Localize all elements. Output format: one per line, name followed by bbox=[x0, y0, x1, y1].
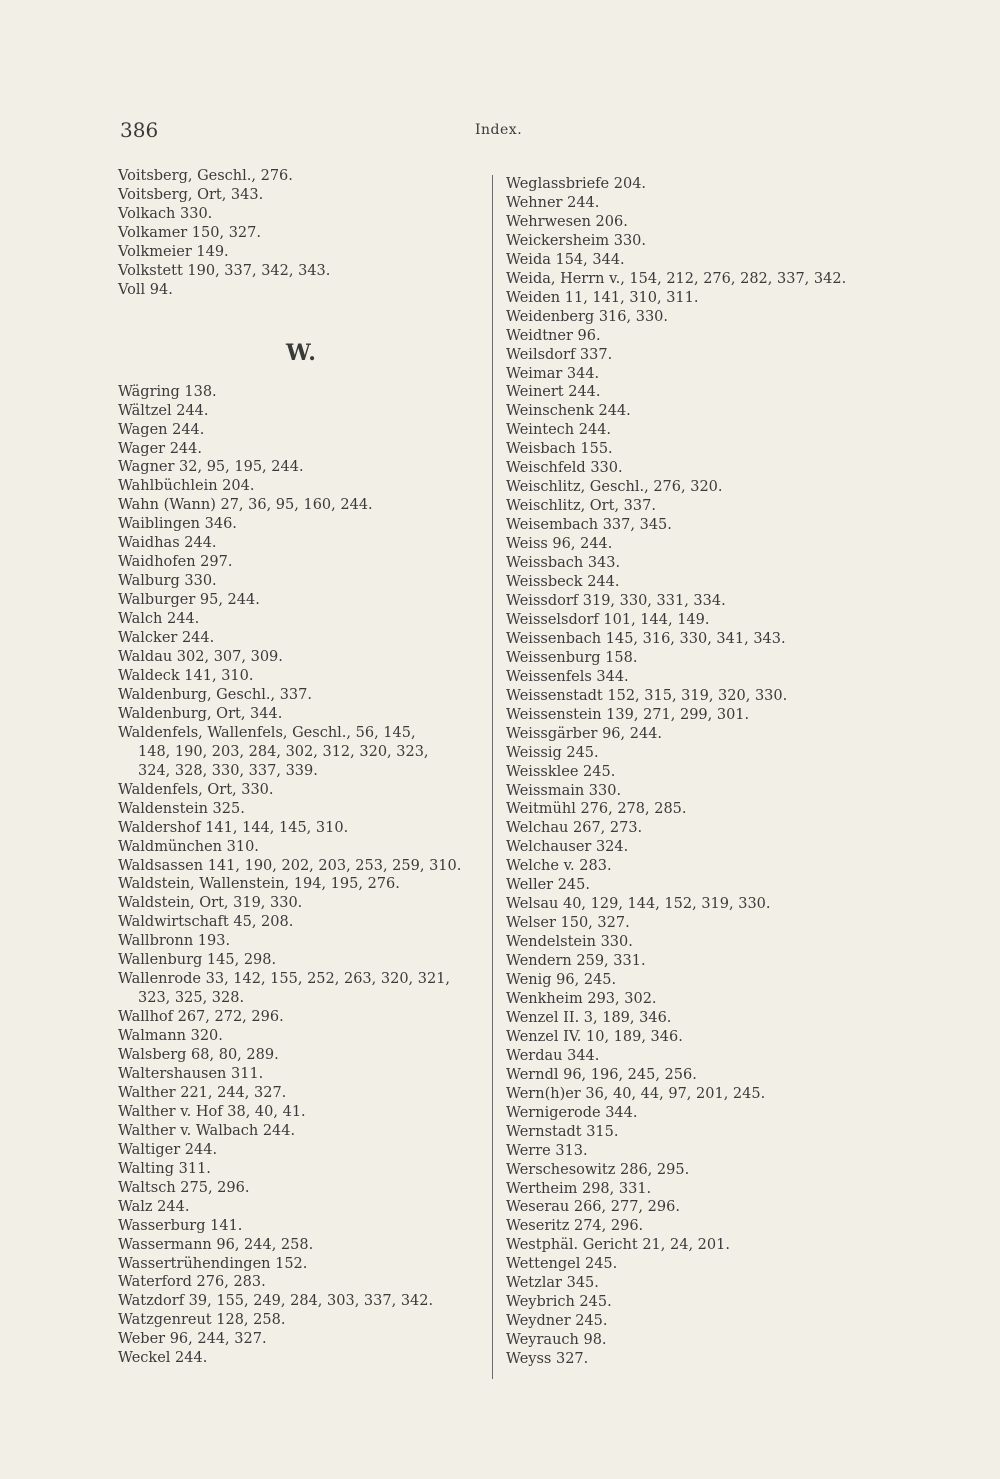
index-entry: Wernigerode 344. bbox=[506, 1104, 638, 1121]
index-entry: 148, 190, 203, 284, 302, 312, 320, 323, bbox=[138, 743, 429, 760]
index-entry: Volkmeier 149. bbox=[118, 243, 229, 260]
index-entry: Weissenburg 158. bbox=[506, 649, 638, 666]
index-entry: Waldstein, Ort, 319, 330. bbox=[118, 895, 303, 912]
index-entry: Waltsch 275, 296. bbox=[118, 1179, 250, 1196]
index-entry: Wenig 96, 245. bbox=[506, 972, 617, 989]
index-entry: Weissenbach 145, 316, 330, 341, 343. bbox=[506, 630, 786, 647]
index-entry: Wehrwesen 206. bbox=[506, 213, 628, 230]
index-entry: Wagner 32, 95, 195, 244. bbox=[118, 459, 304, 476]
index-entry: Weissbeck 244. bbox=[506, 574, 620, 591]
index-entry: Weissgärber 96, 244. bbox=[506, 725, 663, 742]
index-entry: Waldstein, Wallenstein, 194, 195, 276. bbox=[118, 876, 400, 893]
index-entry: Walting 311. bbox=[118, 1160, 211, 1177]
index-entry: Wassertrühendingen 152. bbox=[118, 1255, 308, 1272]
index-entry: Weischfeld 330. bbox=[506, 460, 623, 477]
index-entry: Weissdorf 319, 330, 331, 334. bbox=[506, 592, 726, 609]
index-entry: Wagen 244. bbox=[118, 421, 205, 438]
index-entry: Walmann 320. bbox=[118, 1028, 223, 1045]
index-entry: Walch 244. bbox=[118, 611, 200, 628]
index-entry: Wallbronn 193. bbox=[118, 933, 231, 950]
index-entry: Weissig 245. bbox=[506, 744, 599, 761]
index-entry: Weischlitz, Ort, 337. bbox=[506, 498, 656, 515]
index-entry: Volkach 330. bbox=[118, 205, 213, 222]
index-entry: Weilsdorf 337. bbox=[506, 346, 613, 363]
index-entry: Wernstadt 315. bbox=[506, 1123, 619, 1140]
index-entry: Watzgenreut 128, 258. bbox=[118, 1312, 286, 1329]
index-entry: Volkstett 190, 337, 342, 343. bbox=[118, 262, 331, 279]
index-entry: Weischlitz, Geschl., 276, 320. bbox=[506, 479, 723, 496]
index-entry: 323, 325, 328. bbox=[138, 990, 245, 1007]
index-entry: Weinert 244. bbox=[506, 384, 601, 401]
running-title: Index. bbox=[475, 122, 523, 138]
section-letter: W. bbox=[286, 339, 317, 366]
index-entry: Walther 221, 244, 327. bbox=[118, 1084, 287, 1101]
index-entry: Walburg 330. bbox=[118, 573, 217, 590]
index-entry: Waldsassen 141, 190, 202, 203, 253, 259, 310. bbox=[118, 857, 462, 874]
index-entry: Watzdorf 39, 155, 249, 284, 303, 337, 342. bbox=[118, 1293, 434, 1310]
index-entry: Weissenstadt 152, 315, 319, 320, 330. bbox=[506, 687, 788, 704]
right-column bbox=[506, 175, 896, 1369]
index-entry: Waltiger 244. bbox=[118, 1141, 218, 1158]
index-entry: Weybrich 245. bbox=[506, 1294, 612, 1311]
index-entry: Waidhofen 297. bbox=[118, 554, 233, 571]
index-entry: Weissbach 343. bbox=[506, 555, 621, 572]
index-entry: Waiblingen 346. bbox=[118, 516, 237, 533]
index-entry: Voitsberg, Ort, 343. bbox=[118, 186, 264, 203]
index-entry: Wallenburg 145, 298. bbox=[118, 952, 277, 969]
index-list-v bbox=[118, 167, 490, 300]
index-entry: Welsau 40, 129, 144, 152, 319, 330. bbox=[506, 896, 771, 913]
index-entry: Walburger 95, 244. bbox=[118, 592, 260, 609]
index-entry: Wallhof 267, 272, 296. bbox=[118, 1009, 284, 1026]
index-entry: Weissenstein 139, 271, 299, 301. bbox=[506, 706, 750, 723]
index-entry: Wendern 259, 331. bbox=[506, 953, 646, 970]
index-entry: Walsberg 68, 80, 289. bbox=[118, 1047, 279, 1064]
index-entry: Werdau 344. bbox=[506, 1047, 600, 1064]
index-entry: Weida, Herrn v., 154, 212, 276, 282, 337, 342. bbox=[506, 270, 847, 287]
index-entry: Weisselsdorf 101, 144, 149. bbox=[506, 611, 710, 628]
index-entry: Waldmünchen 310. bbox=[118, 838, 259, 855]
index-entry: Wetzlar 345. bbox=[506, 1275, 599, 1292]
index-entry: Weisembach 337, 345. bbox=[506, 517, 672, 534]
index-entry: Weidtner 96. bbox=[506, 327, 601, 344]
index-entry: Weserau 266, 277, 296. bbox=[506, 1199, 680, 1216]
index-entry: Waldershof 141, 144, 145, 310. bbox=[118, 819, 349, 836]
index-entry: Waldenfels, Wallenfels, Geschl., 56, 145, bbox=[118, 724, 416, 741]
index-entry: Waldenstein 325. bbox=[118, 800, 245, 817]
index-entry: Weimar 344. bbox=[506, 365, 600, 382]
index-entry: Wenzel IV. 10, 189, 346. bbox=[506, 1028, 683, 1045]
index-entry: Walther v. Walbach 244. bbox=[118, 1122, 296, 1139]
section-heading bbox=[118, 339, 490, 383]
index-entry: Waldenburg, Ort, 344. bbox=[118, 705, 283, 722]
index-entry: Weintech 244. bbox=[506, 422, 612, 439]
index-entry: Waldwirtschaft 45, 208. bbox=[118, 914, 294, 931]
index-list-w-left bbox=[118, 383, 490, 1369]
index-entry: Weiss 96, 244. bbox=[506, 536, 613, 553]
index-entry: Weseritz 274, 296. bbox=[506, 1218, 644, 1235]
index-entry: Westphäl. Gericht 21, 24, 201. bbox=[506, 1237, 730, 1254]
index-entry: Weinschenk 244. bbox=[506, 403, 631, 420]
index-entry: Wenzel II. 3, 189, 346. bbox=[506, 1009, 672, 1026]
index-entry: Weber 96, 244, 327. bbox=[118, 1331, 267, 1348]
index-entry: Wägring 138. bbox=[118, 383, 217, 400]
index-entry: Weida 154, 344. bbox=[506, 251, 625, 268]
index-entry: Wern(h)er 36, 40, 44, 97, 201, 245. bbox=[506, 1085, 766, 1102]
index-entry: Weckel 244. bbox=[118, 1350, 208, 1367]
left-column bbox=[118, 167, 490, 1368]
index-entry: Voitsberg, Geschl., 276. bbox=[118, 168, 293, 184]
index-entry: Waldeck 141, 310. bbox=[118, 667, 254, 684]
index-entry: Walcker 244. bbox=[118, 630, 215, 647]
index-entry: Wettengel 245. bbox=[506, 1256, 618, 1273]
index-entry: Weidenberg 316, 330. bbox=[506, 308, 669, 325]
index-entry: Wassermann 96, 244, 258. bbox=[118, 1236, 314, 1253]
page-header bbox=[0, 118, 1000, 142]
index-entry: Waidhas 244. bbox=[118, 535, 217, 552]
index-entry: 324, 328, 330, 337, 339. bbox=[138, 762, 318, 779]
index-entry: Walther v. Hof 38, 40, 41. bbox=[118, 1103, 306, 1120]
index-entry: Weglassbriefe 204. bbox=[506, 176, 647, 192]
index-entry: Weisbach 155. bbox=[506, 441, 613, 458]
index-entry: Waltershausen 311. bbox=[118, 1065, 264, 1082]
index-entry: Weitmühl 276, 278, 285. bbox=[506, 801, 687, 818]
index-entry: Wendelstein 330. bbox=[506, 934, 633, 951]
index-entry: Waterford 276, 283. bbox=[118, 1274, 266, 1291]
index-entry: Wahn (Wann) 27, 36, 95, 160, 244. bbox=[118, 497, 373, 514]
index-entry: Waldenfels, Ort, 330. bbox=[118, 781, 274, 798]
index-entry: Weissmain 330. bbox=[506, 782, 622, 799]
index-entry: Weydner 245. bbox=[506, 1313, 608, 1330]
index-entry: Wager 244. bbox=[118, 440, 202, 457]
index-entry: Wenkheim 293, 302. bbox=[506, 990, 657, 1007]
index-entry: Welchauser 324. bbox=[506, 839, 629, 856]
index-entry: Wallenrode 33, 142, 155, 252, 263, 320, 321, bbox=[118, 971, 451, 988]
index-entry: Wahlbüchlein 204. bbox=[118, 478, 255, 495]
index-entry: Voll 94. bbox=[118, 281, 173, 298]
index-entry: Weyss 327. bbox=[506, 1351, 589, 1368]
index-entry: Walz 244. bbox=[118, 1198, 190, 1215]
index-entry: Wasserburg 141. bbox=[118, 1217, 243, 1234]
index-entry: Wältzel 244. bbox=[118, 402, 209, 419]
index-entry: Werndl 96, 196, 245, 256. bbox=[506, 1066, 697, 1083]
index-entry: Werschesowitz 286, 295. bbox=[506, 1161, 690, 1178]
index-entry: Werre 313. bbox=[506, 1142, 588, 1159]
column-divider bbox=[492, 175, 493, 1379]
index-entry: Waldau 302, 307, 309. bbox=[118, 649, 283, 666]
index-entry: Weissklee 245. bbox=[506, 763, 616, 780]
index-entry: Welser 150, 327. bbox=[506, 915, 630, 932]
index-entry: Waldenburg, Geschl., 337. bbox=[118, 686, 312, 703]
index-entry: Weickersheim 330. bbox=[506, 232, 647, 249]
index-entry: Weller 245. bbox=[506, 877, 590, 894]
index-entry: Welche v. 283. bbox=[506, 858, 612, 875]
index-entry: Wertheim 298, 331. bbox=[506, 1180, 652, 1197]
index-entry: Weiden 11, 141, 310, 311. bbox=[506, 289, 699, 306]
index-list-w-right bbox=[506, 175, 896, 1369]
index-entry: Volkamer 150, 327. bbox=[118, 224, 261, 241]
page-number: 386 bbox=[120, 118, 159, 142]
index-entry: Weissenfels 344. bbox=[506, 668, 629, 685]
index-entry: Weyrauch 98. bbox=[506, 1332, 607, 1349]
index-entry: Welchau 267, 273. bbox=[506, 820, 643, 837]
index-entry: Wehner 244. bbox=[506, 194, 600, 211]
